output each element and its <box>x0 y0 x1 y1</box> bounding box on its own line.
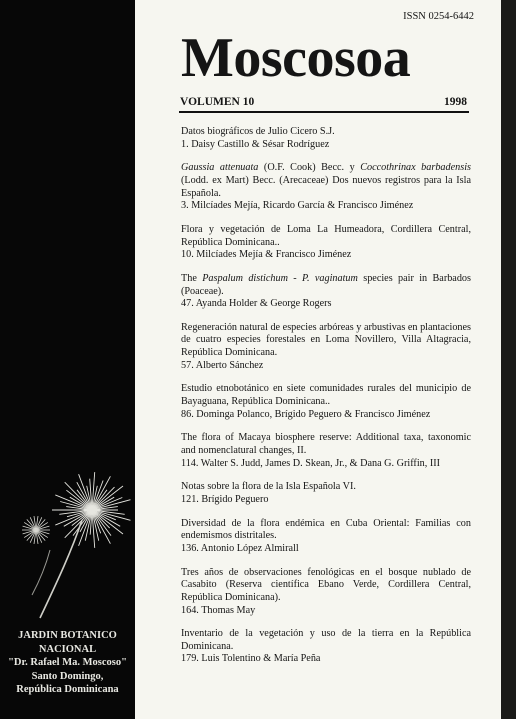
title-text: The <box>181 272 203 284</box>
institution-line: "Dr. Rafael Ma. Moscoso" <box>8 657 127 669</box>
article-byline: 179. Luis Tolentino & María Peña <box>181 653 321 665</box>
article-title <box>181 273 471 298</box>
contents-entry <box>181 273 471 311</box>
title-text: Estudio etnobotánico en siete comunidades rurales del municipio de Bayaguana, República Dominicana.. <box>181 383 471 408</box>
title-text: (O.F. Cook) Becc. y <box>258 162 361 174</box>
year-label: 1998 <box>444 96 467 108</box>
title-text: Tres años de observaciones fenológicas en el bosque nublado de Casabito (Reserva científica Ebano Verde, Cordillera Central, República Dominicana). <box>181 566 471 603</box>
cover-page-sheet <box>135 0 501 719</box>
volume-label: VOLUMEN 10 <box>180 96 255 108</box>
title-text: The flora of Macaya biosphere reserve: Additional taxa, taxonomic and nomenclatural changes, II. <box>181 432 471 456</box>
contents-entry <box>181 481 471 506</box>
title-text: species pair in Barbados (Poaceae). <box>181 272 471 297</box>
article-title <box>181 162 471 200</box>
taxon-name: Coccothrinax barbadensis <box>360 162 471 174</box>
palm-illustration <box>10 470 135 620</box>
contents-entry <box>181 518 471 556</box>
article-byline: 57. Alberto Sánchez <box>181 359 264 371</box>
article-title <box>181 383 471 408</box>
contents-entry <box>181 383 471 421</box>
institution-name <box>0 629 135 697</box>
article-byline: 3. Milcíades Mejía, Ricardo García & Francisco Jiménez <box>181 200 414 212</box>
article-byline: 1. Daisy Castillo & Sésar Rodríguez <box>181 138 330 150</box>
institution-line: Santo Domingo, <box>31 670 104 682</box>
article-title <box>181 567 471 605</box>
article-byline: 114. Walter S. Judd, James D. Skean, Jr., & Dana G. Griffin, III <box>181 457 441 469</box>
title-text: Datos biográficos de Julio Cicero S.J. <box>181 126 335 137</box>
article-byline: 10. Milcíades Mejía & Francisco Jiménez <box>181 249 352 261</box>
article-title <box>181 322 471 360</box>
cover-right-edge <box>501 0 516 719</box>
title-divider <box>179 111 469 113</box>
contents-entry <box>181 224 471 262</box>
contents-entry <box>181 162 471 212</box>
contents-entry <box>181 432 471 470</box>
article-byline: 47. Ayanda Holder & George Rogers <box>181 298 332 310</box>
article-title <box>181 628 471 653</box>
cover-dark-band <box>0 0 135 719</box>
article-title <box>181 481 471 494</box>
issn-number: ISSN 0254-6442 <box>403 11 474 22</box>
contents-entry <box>181 126 471 151</box>
article-byline: 121. Brígido Peguero <box>181 493 269 505</box>
journal-title: Moscosoa <box>181 27 411 89</box>
title-text: Flora y vegetación de Loma La Humeadora, Cordillera Central, República Dominicana.. <box>181 223 471 248</box>
institution-line: JARDIN BOTANICO <box>18 630 117 641</box>
article-title <box>181 518 471 543</box>
contents-entry <box>181 628 471 666</box>
contents-entry <box>181 567 471 617</box>
title-text: Diversidad de la flora endémica en Cuba Oriental: Familias con endemismos distritales. <box>181 517 471 542</box>
title-text: (Lodd. ex Mart) Becc. (Arecaceae) Dos nuevos registros para la Isla Española. <box>181 174 471 199</box>
article-title <box>181 126 471 139</box>
article-byline: 86. Dominga Polanco, Brígido Peguero & Francisco Jiménez <box>181 408 431 420</box>
article-title <box>181 432 471 457</box>
contents-entry <box>181 322 471 372</box>
institution-line: NACIONAL <box>38 643 97 655</box>
title-text: Inventario de la vegetación y uso de la tierra en la República Dominicana. <box>181 628 471 652</box>
article-byline: 136. Antonio López Almirall <box>181 542 299 554</box>
table-of-contents <box>181 126 471 677</box>
taxon-name: Gaussia attenuata <box>181 162 259 174</box>
institution-line: República Dominicana <box>16 684 119 696</box>
taxon-name: Paspalum distichum - P. vaginatum <box>202 272 358 284</box>
article-title <box>181 224 471 249</box>
title-text: Regeneración natural de especies arbóreas y arbustivas en plantaciones de cuatro especies forestales en Loma Novillero, Villa Altagracia, República Dominicana. <box>181 321 471 359</box>
article-byline: 164. Thomas May <box>181 604 256 616</box>
title-text: Notas sobre la flora de la Isla Española VI. <box>181 481 356 493</box>
